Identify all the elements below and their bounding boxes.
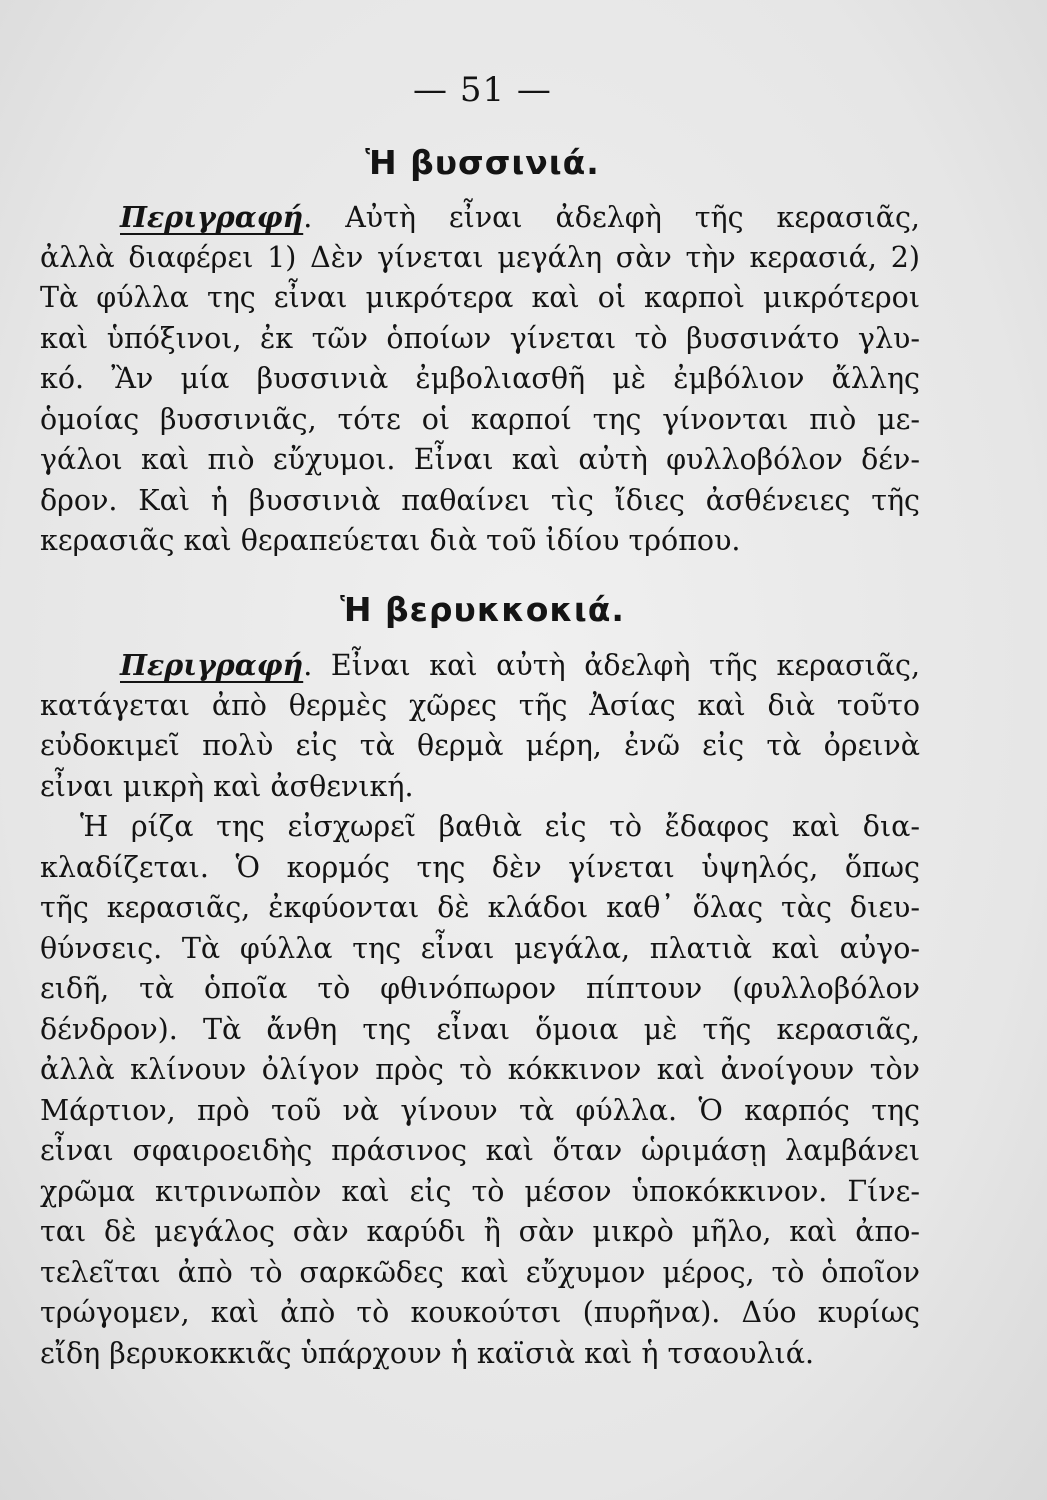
section-heading-visinia: Ἡ βυσσινιά. (365, 143, 600, 182)
text-line: εὐδοκιμεῖ πολὺ εἰς τὰ θερμὰ μέρη, ἐνῶ εἰς τὰ ὀρεινὰ (40, 729, 920, 762)
text-line: ειδῆ, τὰ ὁποῖα τὸ φθινόπωρον πίπτουν (φυλλοβόλον (40, 972, 920, 1005)
description-label: Περιγραφή (120, 648, 304, 682)
text-line: ἀλλὰ διαφέρει 1) Δὲν γίνεται μεγάλη σὰν τὴν κερασιά, 2) (40, 240, 920, 274)
page-number: — 51 — (413, 70, 552, 110)
text-line: κατάγεται ἀπὸ θερμὲς χῶρες τῆς Ἀσίας καὶ διὰ τοῦτο (40, 688, 920, 722)
text-line: κλαδίζεται. Ὁ κορμός της δὲν γίνεται ὑψηλός, ὅπως (40, 850, 920, 884)
text-line: Τὰ φύλλα της εἶναι μικρότερα καὶ οἱ καρποὶ μικρότεροι (40, 281, 920, 314)
text-line: εἴδη βερυκοκκιᾶς ὑπάρχουν ἡ καϊσιὰ καὶ ἡ τσαουλιά. (40, 1336, 815, 1370)
text-line: ται δὲ μεγάλος σὰν καρύδι ἢ σὰν μικρὸ μῆλο, καὶ ἀπο- (40, 1215, 920, 1248)
text-line (40, 645, 920, 686)
text-line: κό. Ἂν μία βυσσινιὰ ἐμβολιασθῆ μὲ ἐμβόλιον ἄλλης (40, 362, 920, 395)
text-line-rest: . Εἶναι καὶ αὐτὴ ἀδελφὴ τῆς κερασιᾶς, (303, 649, 920, 682)
text-line: εἶναι μικρὴ καὶ ἀσθενική. (40, 769, 414, 803)
text-line: ἀλλὰ κλίνουν ὀλίγον πρὸς τὸ κόκκινον καὶ ἀνοίγουν τὸν (40, 1053, 920, 1086)
text-line: τρώγομεν, καὶ ἀπὸ τὸ κουκούτσι (πυρῆνα). Δύο κυρίως (40, 1296, 920, 1329)
text-line: χρῶμα κιτρινωπὸν καὶ εἰς τὸ μέσον ὑποκόκκινον. Γίνε- (40, 1174, 920, 1208)
description-label: Περιγραφή (120, 200, 304, 234)
text-line: καὶ ὑπόξινοι, ἐκ τῶν ὁποίων γίνεται τὸ βυσσινάτο γλυ- (40, 321, 920, 355)
text-line (40, 197, 920, 238)
text-line: εἶναι σφαιροειδὴς πράσινος καὶ ὅταν ὡριμάσῃ λαμβάνει (40, 1134, 920, 1167)
text-line: δρον. Καὶ ἡ βυσσινιὰ παθαίνει τὶς ἴδιες ἀσθένειες τῆς (40, 483, 920, 517)
text-line: τελεῖται ἀπὸ τὸ σαρκῶδες καὶ εὔχυμον μέρος, τὸ ὁποῖον (40, 1255, 920, 1289)
text-line: γάλοι καὶ πιὸ εὔχυμοι. Εἶναι καὶ αὐτὴ φυλλοβόλον δέν- (40, 443, 920, 476)
text-line: κερασιᾶς καὶ θεραπεύεται διὰ τοῦ ἰδίου τρόπου. (40, 524, 741, 557)
text-line: δένδρον). Τὰ ἄνθη της εἶναι ὅμοια μὲ τῆς κερασιᾶς, (40, 1012, 920, 1046)
text-line: ὁμοίας βυσσινιᾶς, τότε οἱ καρποί της γίνονται πιὸ με- (40, 402, 920, 436)
paragraph-visinia (40, 197, 920, 562)
section-heading-verikokia: Ἡ βερυκκοκιά. (340, 590, 625, 629)
text-line: Μάρτιον, πρὸ τοῦ νὰ γίνουν τὰ φύλλα. Ὁ καρπός της (40, 1093, 920, 1127)
text-line-rest: . Αὐτὴ εἶναι ἀδελφὴ τῆς κερασιᾶς, (303, 201, 920, 234)
text-line: θύνσεις. Τὰ φύλλα της εἶναι μεγάλα, πλατιὰ καὶ αὐγο- (40, 931, 920, 965)
text-line: Ἡ ρίζα της εἰσχωρεῖ βαθιὰ εἰς τὸ ἔδαφος καὶ δια- (80, 810, 920, 843)
paragraph-verikokia (40, 645, 920, 1374)
text-line: τῆς κερασιᾶς, ἐκφύονται δὲ κλάδοι καθ᾿ ὅλας τὰς διευ- (40, 891, 920, 924)
